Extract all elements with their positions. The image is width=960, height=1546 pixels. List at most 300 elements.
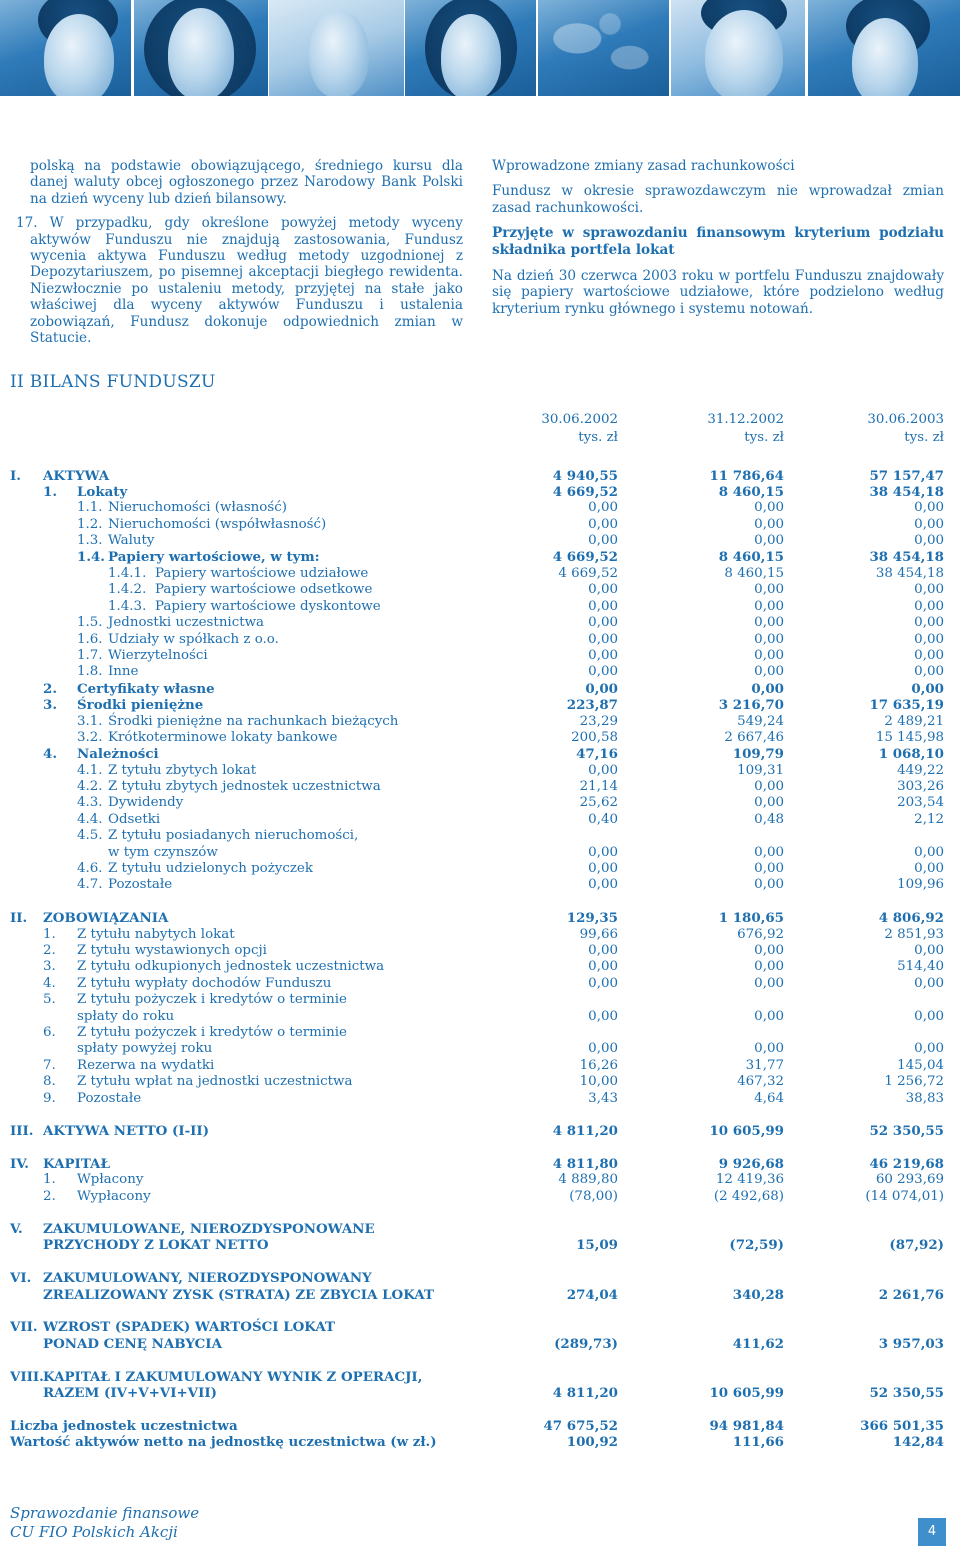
row-value-3: 0,00: [914, 500, 944, 515]
row-value-1: 47 675,52: [543, 1418, 618, 1434]
row-label: Wpłacony: [77, 1172, 144, 1187]
paragraph-currency: polską na podstawie obowiązującego, średniego kursu dla danej waluty obcej ogłoszonego przez Narodowy Bank Polski na dzień wyceny lub dzień bilansowy.: [30, 158, 463, 207]
text-portfolio-criterion: Na dzień 30 czerwca 2003 roku w portfelu Funduszu znajdowały się papiery wartościowe udziałowe, które podzielono według kryterium rynku głównego i systemu notowań.: [492, 268, 944, 317]
row-value-2: 0,00: [754, 795, 784, 810]
row-label: RAZEM (IV+V+VI+VII): [43, 1385, 217, 1401]
row-value-2: 11 786,64: [709, 468, 784, 484]
photo-woman-short-hair: [808, 0, 960, 96]
row-label: Wartość aktywów netto na jednostkę uczestnictwa (w zł.): [10, 1434, 437, 1450]
table-row: [0, 861, 960, 877]
row-value-1: 47,16: [576, 746, 618, 762]
row-value-3: 366 501,35: [860, 1418, 944, 1434]
column-date: 31.12.2002: [707, 412, 784, 427]
heading-portfolio-criterion: Przyjęte w sprawozdaniu finansowym kryterium podziału składnika portfela lokat: [492, 225, 944, 258]
row-value-3: (14 074,01): [865, 1189, 944, 1204]
row-number: 4.2.: [77, 779, 103, 794]
row-number: 2.: [43, 681, 57, 697]
row-value-2: 2 667,46: [724, 730, 784, 745]
table-row: [0, 468, 960, 484]
table-row: [0, 1385, 960, 1401]
row-value-1: 25,62: [579, 795, 618, 810]
row-value-2: 0,48: [754, 812, 784, 827]
row-value-2: 0,00: [754, 861, 784, 876]
row-label: Jednostki uczestnictwa: [108, 615, 265, 630]
row-label: Papiery wartościowe dyskontowe: [155, 599, 381, 614]
row-number: 1.7.: [77, 648, 103, 663]
row-value-2: 0,00: [754, 976, 784, 991]
row-label: Pozostałe: [77, 1091, 142, 1106]
row-label: Z tytułu wpłat na jednostki uczestnictwa: [77, 1074, 353, 1089]
row-value-1: 0,00: [588, 599, 618, 614]
row-value-3: 0,00: [914, 976, 944, 991]
row-value-2: 4,64: [754, 1091, 784, 1106]
row-value-2: 10 605,99: [709, 1123, 784, 1139]
row-label: Wypłacony: [77, 1189, 151, 1204]
row-value-3: 0,00: [914, 1009, 944, 1024]
row-number: 1.: [43, 927, 56, 942]
table-row: [0, 517, 960, 533]
table-row: [0, 549, 960, 565]
table-row: [0, 664, 960, 680]
table-row: [0, 1123, 960, 1139]
row-number: 4.6.: [77, 861, 103, 876]
row-label: PRZYCHODY Z LOKAT NETTO: [43, 1237, 269, 1253]
row-label: Waluty: [108, 533, 155, 548]
row-value-2: 0,00: [754, 1041, 784, 1056]
photo-woman-light-hair: [269, 0, 404, 96]
table-row: [0, 714, 960, 730]
row-number: 3.: [43, 959, 56, 974]
row-number: 4.1.: [77, 763, 103, 778]
photo-man-smiling: [0, 0, 131, 96]
row-value-2: 8 460,15: [718, 549, 784, 565]
row-label: Inne: [108, 664, 139, 679]
row-value-1: 4 811,80: [552, 1156, 618, 1172]
table-row: [0, 632, 960, 648]
row-value-3: 0,00: [914, 648, 944, 663]
row-value-1: 0,00: [588, 500, 618, 515]
row-label: Z tytułu wypłaty dochodów Funduszu: [77, 976, 332, 991]
row-number: 1.8.: [77, 664, 103, 679]
row-value-3: 0,00: [914, 517, 944, 532]
row-number: 1.1.: [77, 500, 103, 515]
row-value-3: 4 806,92: [878, 910, 944, 926]
row-label: Dywidendy: [108, 795, 184, 810]
row-number: 1.3.: [77, 533, 103, 548]
row-number: 4.4.: [77, 812, 103, 827]
row-value-1: 0,00: [588, 1009, 618, 1024]
row-value-1: 0,40: [588, 812, 618, 827]
table-row: [0, 1221, 960, 1237]
row-value-3: 514,40: [897, 959, 944, 974]
row-label: Nieruchomości (współwłasność): [108, 517, 327, 532]
table-row: [0, 845, 960, 861]
page-number: 4: [918, 1518, 946, 1546]
row-value-1: 100,92: [566, 1434, 618, 1450]
column-date: 30.06.2003: [867, 412, 944, 427]
table-row: [0, 533, 960, 549]
row-number: 8.: [43, 1074, 56, 1089]
row-value-2: 0,00: [754, 845, 784, 860]
row-value-3: 2 489,21: [884, 714, 944, 729]
table-row: [0, 1418, 960, 1434]
row-number: 2.: [43, 1189, 56, 1204]
table-row: [0, 1336, 960, 1352]
row-number: 1.2.: [77, 517, 103, 532]
row-label: ZAKUMULOWANE, NIEROZDYSPONOWANE: [43, 1221, 375, 1237]
row-value-1: 0,00: [588, 615, 618, 630]
row-value-2: (2 492,68): [713, 1189, 784, 1204]
row-label: Odsetki: [108, 812, 161, 827]
row-label: KAPITAŁ: [43, 1156, 110, 1172]
row-label: PONAD CENĘ NABYCIA: [43, 1336, 222, 1352]
row-value-1: 0,00: [585, 681, 618, 697]
row-number: 9.: [43, 1091, 56, 1106]
table-row: [0, 976, 960, 992]
table-row: [0, 1091, 960, 1107]
row-value-1: 4 669,52: [552, 484, 618, 500]
photo-woman-portrait: [405, 0, 536, 96]
row-value-3: 3 957,03: [878, 1336, 944, 1352]
row-label: AKTYWA: [43, 468, 110, 484]
row-value-1: 274,04: [566, 1287, 618, 1303]
row-number: 1.4.3.: [108, 599, 147, 614]
row-value-1: 0,00: [588, 959, 618, 974]
row-value-3: 2 261,76: [878, 1287, 944, 1303]
row-value-2: 0,00: [754, 959, 784, 974]
table-row: [0, 746, 960, 762]
row-value-2: 0,00: [754, 517, 784, 532]
row-label: Papiery wartościowe odsetkowe: [155, 582, 373, 597]
table-row: [0, 763, 960, 779]
row-value-3: 0,00: [914, 664, 944, 679]
row-value-2: 12 419,36: [715, 1172, 784, 1187]
row-label: Wierzytelności: [108, 648, 208, 663]
row-value-1: 23,29: [579, 714, 618, 729]
row-number: VII.: [10, 1319, 38, 1335]
row-value-2: 9 926,68: [718, 1156, 784, 1172]
row-value-2: 676,92: [737, 927, 784, 942]
footer: [10, 1504, 199, 1542]
row-value-1: 99,66: [579, 927, 618, 942]
row-number: 4.: [43, 976, 56, 991]
row-value-3: 52 350,55: [869, 1123, 944, 1139]
footer-fund-name: CU FIO Polskich Akcji: [10, 1523, 178, 1541]
table-row: [0, 812, 960, 828]
row-value-2: 0,00: [754, 632, 784, 647]
row-value-1: 0,00: [588, 1041, 618, 1056]
row-value-3: 52 350,55: [869, 1385, 944, 1401]
row-value-3: 46 219,68: [869, 1156, 944, 1172]
row-value-2: 0,00: [754, 1009, 784, 1024]
row-number: 6.: [43, 1025, 56, 1040]
row-value-1: 4 940,55: [552, 468, 618, 484]
row-number: VI.: [10, 1270, 32, 1286]
row-value-3: 0,00: [914, 632, 944, 647]
row-number: 3.2.: [77, 730, 103, 745]
row-number: V.: [10, 1221, 23, 1237]
row-label: Certyfikaty własne: [77, 681, 215, 697]
footer-title: Sprawozdanie finansowe: [10, 1504, 200, 1522]
row-value-1: 0,00: [588, 845, 618, 860]
row-value-2: 3 216,70: [718, 697, 784, 713]
table-row: [0, 1058, 960, 1074]
table-row: [0, 681, 960, 697]
row-label: AKTYWA NETTO (I-II): [43, 1123, 210, 1139]
row-label: Krótkoterminowe lokaty bankowe: [108, 730, 338, 745]
row-number: 1.6.: [77, 632, 103, 647]
row-number: I.: [10, 468, 21, 484]
row-value-1: 4 889,80: [558, 1172, 618, 1187]
row-value-1: (78,00): [569, 1189, 618, 1204]
row-label: Z tytułu odkupionych jednostek uczestnictwa: [77, 959, 385, 974]
row-value-3: 449,22: [897, 763, 944, 778]
column-header-date-1: [478, 411, 618, 447]
row-value-1: 4 811,20: [552, 1385, 618, 1401]
table-row: [0, 1369, 960, 1385]
row-value-2: 340,28: [732, 1287, 784, 1303]
row-value-2: 111,66: [732, 1434, 784, 1450]
row-value-3: 109,96: [897, 877, 944, 892]
row-value-1: 16,26: [579, 1058, 618, 1073]
row-value-1: 0,00: [588, 648, 618, 663]
row-value-3: 38 454,18: [869, 549, 944, 565]
row-value-2: 0,00: [754, 533, 784, 548]
row-value-1: 0,00: [588, 976, 618, 991]
left-text-column: [16, 158, 463, 347]
row-number: 4.3.: [77, 795, 103, 810]
row-label: Z tytułu wystawionych opcji: [77, 943, 267, 958]
row-label: Z tytułu posiadanych nieruchomości,: [108, 828, 359, 843]
row-label: Z tytułu nabytych lokat: [77, 927, 235, 942]
table-row: [0, 779, 960, 795]
row-label: ZOBOWIĄZANIA: [43, 910, 169, 926]
row-value-1: 4 669,52: [558, 566, 618, 581]
row-value-1: 10,00: [579, 1074, 618, 1089]
row-value-3: 1 256,72: [884, 1074, 944, 1089]
row-value-3: (87,92): [889, 1237, 944, 1253]
row-value-1: 0,00: [588, 861, 618, 876]
row-value-3: 57 157,47: [869, 468, 944, 484]
table-row: [0, 1009, 960, 1025]
row-label: Papiery wartościowe, w tym:: [108, 549, 320, 565]
row-value-3: 17 635,19: [869, 697, 944, 713]
table-row: [0, 1172, 960, 1188]
row-value-2: 0,00: [754, 664, 784, 679]
table-row: [0, 828, 960, 844]
table-row: [0, 795, 960, 811]
row-number: 1.5.: [77, 615, 103, 630]
row-value-2: (72,59): [729, 1237, 784, 1253]
row-value-3: 0,00: [914, 599, 944, 614]
table-row: [0, 615, 960, 631]
row-value-2: 8 460,15: [718, 484, 784, 500]
table-row: [0, 959, 960, 975]
row-label: Papiery wartościowe udziałowe: [155, 566, 369, 581]
row-label: Z tytułu zbytych lokat: [108, 763, 257, 778]
column-unit: tys. zł: [578, 430, 618, 445]
row-number: III.: [10, 1123, 34, 1139]
row-label: Z tytułu pożyczek i kredytów o terminie: [77, 992, 347, 1007]
row-value-2: 0,00: [754, 582, 784, 597]
row-value-1: (289,73): [554, 1336, 618, 1352]
header-photo-strip: [0, 0, 960, 96]
row-value-3: 0,00: [914, 943, 944, 958]
row-label: Pozostałe: [108, 877, 173, 892]
row-value-3: 38 454,18: [875, 566, 944, 581]
row-value-2: 0,00: [754, 648, 784, 663]
row-number: 5.: [43, 992, 56, 1007]
row-value-3: 0,00: [914, 861, 944, 876]
row-value-1: 223,87: [566, 697, 618, 713]
table-row: [0, 697, 960, 713]
row-value-1: 4 669,52: [552, 549, 618, 565]
row-value-1: 200,58: [571, 730, 618, 745]
row-value-3: 142,84: [892, 1434, 944, 1450]
row-value-2: 94 981,84: [709, 1418, 784, 1434]
table-row: [0, 1319, 960, 1335]
row-value-2: 1 180,65: [718, 910, 784, 926]
text-accounting-changes: Fundusz w okresie sprawozdawczym nie wprowadzał zmian zasad rachunkowości.: [492, 183, 944, 216]
row-value-1: 0,00: [588, 533, 618, 548]
row-label: spłaty powyżej roku: [77, 1041, 213, 1056]
row-label: Z tytułu udzielonych pożyczek: [108, 861, 313, 876]
table-row: [0, 877, 960, 893]
column-header-date-3: [804, 411, 944, 447]
row-value-3: 2,12: [914, 812, 944, 827]
row-value-2: 0,00: [751, 681, 784, 697]
row-value-1: 0,00: [588, 943, 618, 958]
table-row: [0, 910, 960, 926]
table-row: [0, 1156, 960, 1172]
row-number: 1.4.1.: [108, 566, 147, 581]
table-row: [0, 927, 960, 943]
section-title: II BILANS FUNDUSZU: [10, 372, 216, 392]
row-label: WZROST (SPADEK) WARTOŚCI LOKAT: [43, 1319, 335, 1335]
row-number: 4.: [43, 746, 57, 762]
row-label: Liczba jednostek uczestnictwa: [10, 1418, 238, 1434]
row-label: spłaty do roku: [77, 1009, 175, 1024]
table-row: [0, 943, 960, 959]
table-row: [0, 1074, 960, 1090]
table-row: [0, 582, 960, 598]
row-value-2: 0,00: [754, 943, 784, 958]
row-label: Rezerwa na wydatki: [77, 1058, 215, 1073]
row-number: II.: [10, 910, 28, 926]
row-number: 3.: [43, 697, 57, 713]
row-value-1: 0,00: [588, 582, 618, 597]
table-row: [0, 1434, 960, 1450]
row-label: Z tytułu zbytych jednostek uczestnictwa: [108, 779, 381, 794]
table-row: [0, 1041, 960, 1057]
row-value-1: 0,00: [588, 517, 618, 532]
row-label: Środki pieniężne na rachunkach bieżących: [108, 714, 399, 729]
row-value-3: 38 454,18: [869, 484, 944, 500]
row-value-2: 467,32: [737, 1074, 784, 1089]
row-value-2: 0,00: [754, 599, 784, 614]
row-value-1: 129,35: [566, 910, 618, 926]
row-value-3: 15 145,98: [875, 730, 944, 745]
row-number: 1.4.: [77, 549, 105, 565]
photo-woman-dark-hair: [134, 0, 268, 96]
row-value-1: 0,00: [588, 763, 618, 778]
row-number: 7.: [43, 1058, 56, 1073]
row-label: ZREALIZOWANY ZYSK (STRATA) ZE ZBYCIA LOKAT: [43, 1287, 434, 1303]
row-number: 3.1.: [77, 714, 103, 729]
table-row: [0, 648, 960, 664]
row-label: Nieruchomości (własność): [108, 500, 287, 515]
row-label: Z tytułu pożyczek i kredytów o terminie: [77, 1025, 347, 1040]
row-number: 4.5.: [77, 828, 103, 843]
column-unit: tys. zł: [744, 430, 784, 445]
row-label: Lokaty: [77, 484, 128, 500]
table-row: [0, 1237, 960, 1253]
row-number: VIII.: [10, 1369, 44, 1385]
row-value-2: 31,77: [745, 1058, 784, 1073]
table-row: [0, 1189, 960, 1205]
row-number: 2.: [43, 943, 56, 958]
row-number: IV.: [10, 1156, 29, 1172]
row-number: 4.7.: [77, 877, 103, 892]
table-row: [0, 599, 960, 615]
table-row: [0, 566, 960, 582]
table-row: [0, 500, 960, 516]
row-value-1: 0,00: [588, 664, 618, 679]
row-value-3: 145,04: [897, 1058, 944, 1073]
heading-accounting-changes: Wprowadzone zmiany zasad rachunkowości: [492, 158, 795, 174]
photo-man-smiling-2: [671, 0, 805, 96]
row-value-3: 0,00: [914, 615, 944, 630]
row-value-1: 15,09: [576, 1237, 618, 1253]
row-value-1: 3,43: [588, 1091, 618, 1106]
row-number: 1.: [43, 1172, 56, 1187]
photo-world-map: [538, 0, 669, 96]
row-number: 1.: [43, 484, 57, 500]
row-label: ZAKUMULOWANY, NIEROZDYSPONOWANY: [43, 1270, 372, 1286]
row-value-2: 549,24: [737, 714, 784, 729]
row-value-2: 411,62: [732, 1336, 784, 1352]
table-row: [0, 992, 960, 1008]
row-value-2: 0,00: [754, 615, 784, 630]
row-value-3: 1 068,10: [878, 746, 944, 762]
row-value-1: 21,14: [579, 779, 618, 794]
row-value-2: 0,00: [754, 779, 784, 794]
row-value-2: 8 460,15: [724, 566, 784, 581]
row-label: Udziały w spółkach z o.o.: [108, 632, 279, 647]
table-row: [0, 1287, 960, 1303]
row-value-3: 60 293,69: [875, 1172, 944, 1187]
row-value-3: 0,00: [914, 1041, 944, 1056]
row-label: w tym czynszów: [108, 845, 218, 860]
row-label: Należności: [77, 746, 159, 762]
row-value-3: 0,00: [914, 533, 944, 548]
row-value-2: 109,31: [737, 763, 784, 778]
row-value-1: 0,00: [588, 877, 618, 892]
row-value-1: 0,00: [588, 632, 618, 647]
row-value-3: 2 851,93: [884, 927, 944, 942]
row-value-3: 0,00: [914, 845, 944, 860]
row-label: KAPITAŁ I ZAKUMULOWANY WYNIK Z OPERACJI,: [43, 1369, 423, 1385]
row-value-1: 4 811,20: [552, 1123, 618, 1139]
right-text-column: [492, 158, 944, 317]
row-value-3: 303,26: [897, 779, 944, 794]
paragraph-17: 17. W przypadku, gdy określone powyżej metody wyceny aktywów Funduszu nie znajdują zastosowania, Fundusz wycenia aktywa Funduszu według metody uzgodnionej z Depozytariuszem, po pisemnej akceptacji biegłego rewidenta. Niezwłocznie po ustaleniu metody, przyjętej na stałe jako właściwej dla wyceny aktywów Funduszu i ustalenia zobowiązań, Fundusz dokonuje odpowiednich zmian w Statucie.: [16, 215, 463, 347]
row-value-2: 10 605,99: [709, 1385, 784, 1401]
table-row: [0, 1025, 960, 1041]
column-header-date-2: [644, 411, 784, 447]
table-row: [0, 484, 960, 500]
row-value-2: 109,79: [732, 746, 784, 762]
